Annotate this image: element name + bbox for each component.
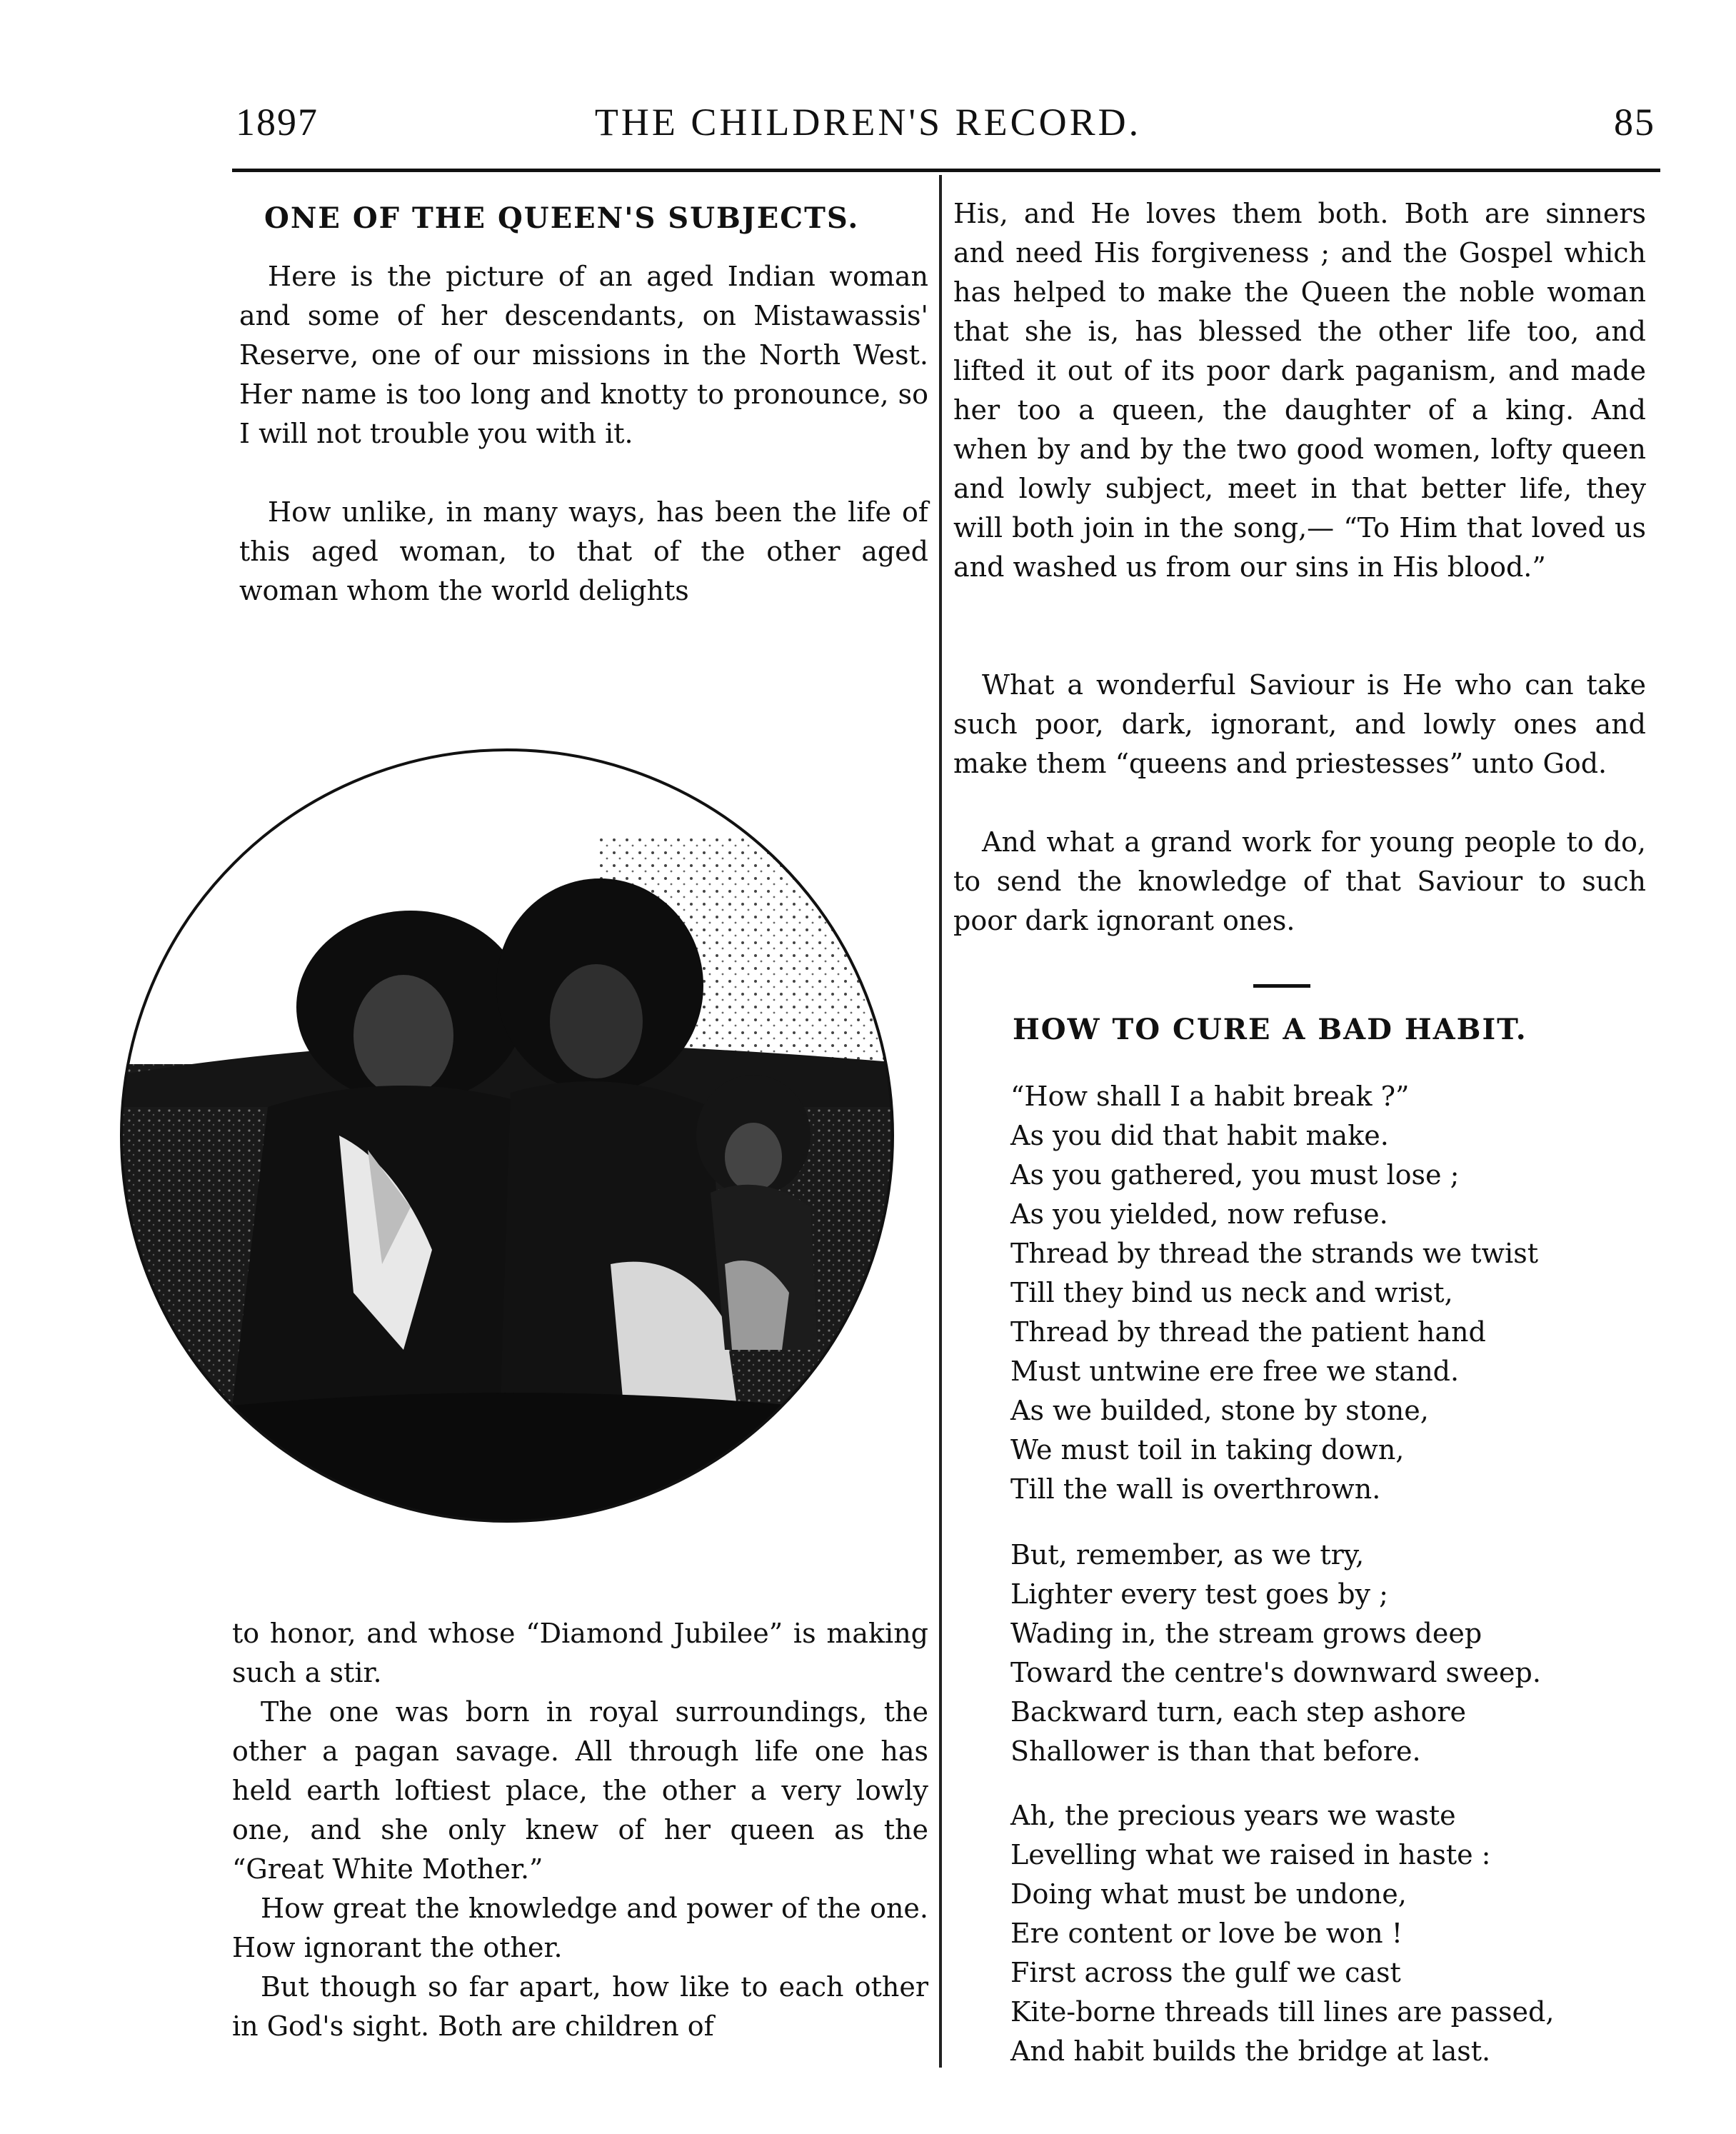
header-page-number: 85	[1614, 101, 1655, 144]
poem-line: First across the gulf we cast	[1010, 1957, 1401, 1988]
header-rule	[232, 169, 1660, 172]
poem-line: Thread by thread the strands we twist	[1010, 1238, 1538, 1269]
article1-paragraph-7: And what a grand work for young people to do, to send the knowledge of that Saviour to such poor dark ignorant ones.	[953, 826, 1646, 936]
poem-line: Thread by thread the patient hand	[1010, 1316, 1486, 1348]
poem-line: Till the wall is overthrown.	[1010, 1473, 1381, 1505]
article1-paragraph-1: Here is the picture of an aged Indian woman and some of her descendants, on Mistawassis' Reserve, one of our missions in the North West. Her name is too long and knotty to pronounce, so I will not trouble you with it.	[239, 261, 928, 449]
article1-paragraph-3: The one was born in royal surroundings, the other a pagan savage. All through life one has held earth loftiest place, the other a very lowly one, and she only knew of her queen as the “Great White Mother.”	[232, 1696, 928, 1885]
poem-line: Toward the centre's downward sweep.	[1010, 1657, 1541, 1688]
article1-paragraph-2: How unlike, in many ways, has been the life of this aged woman, to that of the other aged woman whom the world delights	[239, 496, 928, 606]
poem-line: Wading in, the stream grows deep	[1010, 1618, 1482, 1649]
poem-line: Shallower is than that before.	[1010, 1735, 1421, 1767]
poem-line: As you did that habit make.	[1010, 1120, 1389, 1151]
poem-line: As you yielded, now refuse.	[1010, 1198, 1388, 1230]
poem-line: Doing what must be undone,	[1010, 1878, 1407, 1910]
article1-heading: ONE OF THE QUEEN'S SUBJECTS.	[264, 201, 860, 235]
poem-stanza-1	[1010, 1077, 1538, 1509]
poem-line: “How shall I a habit break ?”	[1010, 1081, 1410, 1112]
poem-line: Kite-borne threads till lines are passed,	[1010, 1996, 1555, 2028]
article1-paragraph-5: But though so far apart, how like to each other in God's sight. Both are children of	[232, 1971, 928, 2042]
poem-line: Lighter every test goes by ;	[1010, 1578, 1388, 1610]
header-year: 1897	[236, 101, 318, 144]
poem-line: As you gathered, you must lose ;	[1010, 1159, 1460, 1191]
section-separator	[1253, 984, 1310, 988]
article2-heading: HOW TO CURE A BAD HABIT.	[1013, 1013, 1527, 1046]
article1-paragraph-5-continued: His, and He loves them both. Both are sinners and need His forgiveness ; and the Gospel which has helped to make the Queen the noble woman that she is, has blessed the other life too, and lifted it out of its poor dark paganism, and made her too a queen, the daughter of a king. And when by and by the two good women, lofty queen and lowly subject, meet in that better life, they will both join in the song,— “To Him that loved us and washed us from our sins in His blood.”	[953, 198, 1646, 583]
poem-line: Backward turn, each step ashore	[1010, 1696, 1466, 1728]
poem-line: Till they bind us neck and wrist,	[1010, 1277, 1453, 1308]
poem-line: Ere content or love be won !	[1010, 1918, 1403, 1949]
poem-line: As we builded, stone by stone,	[1010, 1395, 1429, 1426]
poem-line: But, remember, as we try,	[1010, 1539, 1365, 1571]
header-title: THE CHILDREN'S RECORD.	[594, 101, 1142, 144]
column-divider	[939, 175, 942, 2068]
poem-line: And habit builds the bridge at last.	[1010, 2035, 1491, 2067]
article1-paragraph-4: How great the knowledge and power of the one. How ignorant the other.	[232, 1893, 928, 1963]
poem-line: We must toil in taking down,	[1010, 1434, 1405, 1466]
poem-stanza-3	[1010, 1796, 1554, 2071]
photo-indian-woman-and-descendants	[96, 707, 918, 1528]
poem-line: Levelling what we raised in haste :	[1010, 1839, 1491, 1870]
article1-paragraph-2-continued: to honor, and whose “Diamond Jubilee” is making such a stir.	[232, 1618, 928, 1688]
poem-line: Ah, the precious years we waste	[1010, 1800, 1456, 1831]
article1-paragraph-6: What a wonderful Saviour is He who can take such poor, dark, ignorant, and lowly ones and make them “queens and priestesses” unto God.	[953, 669, 1646, 779]
poem-line: Must untwine ere free we stand.	[1010, 1356, 1460, 1387]
poem-stanza-2	[1010, 1536, 1541, 1771]
